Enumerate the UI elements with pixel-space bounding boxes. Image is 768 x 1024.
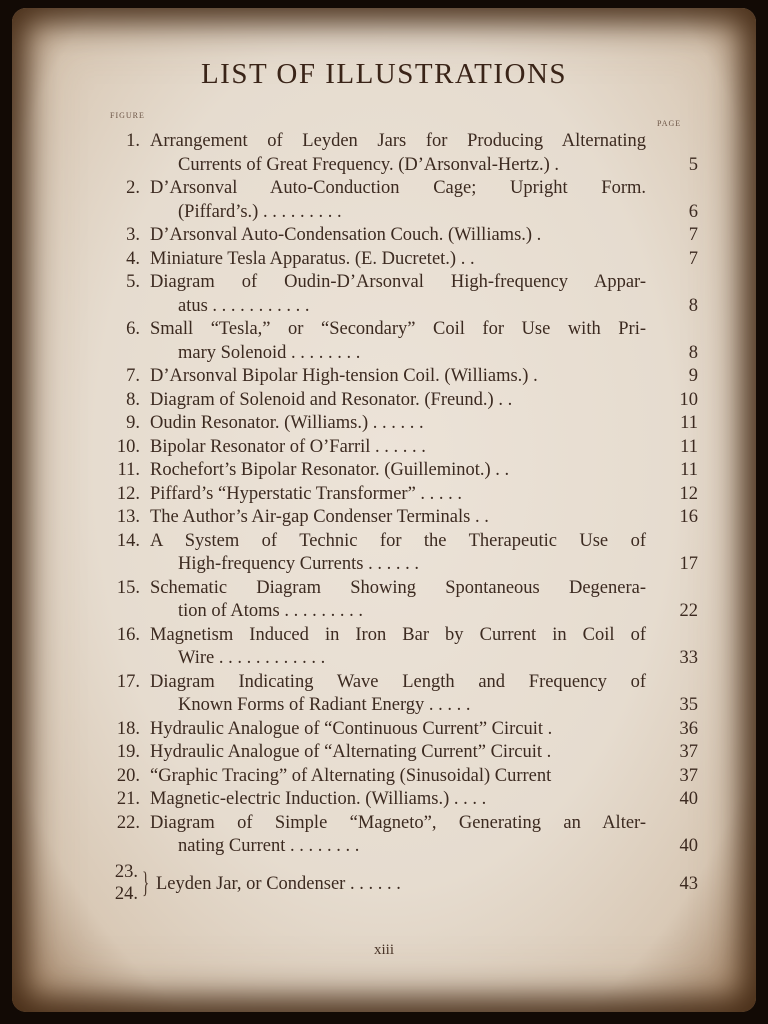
entry-line [98,318,698,342]
entry-title: Piffard’s “Hyperstatic Transformer” . . . . . [150,483,463,504]
page-number: 22 [679,601,698,621]
list-item [98,812,698,859]
entry-title: Hydraulic Analogue of “Continuous Current” Circuit . [150,718,553,739]
figure-number: 13. [116,507,140,527]
entry-title: atus . . . . . . . . . . . [178,295,310,316]
entry-line [98,224,698,248]
entry-line [98,271,698,295]
page-number: 17 [679,554,698,574]
page-number: 9 [688,366,698,386]
list-item [98,177,698,224]
page-number: 16 [679,507,698,527]
entry-line [98,718,698,742]
entry-line [98,412,698,436]
entry-title: tion of Atoms . . . . . . . . . [178,601,364,621]
list-item [98,365,698,389]
list-item [98,389,698,413]
list-item [98,436,698,460]
page-number: 36 [679,718,698,739]
entry-title: Diagram Indicating Wave Length and Frequency of [150,671,646,692]
page-number: 12 [679,483,698,504]
figure-number: 5. [126,272,140,292]
list-item [98,483,698,507]
entry-line [98,295,698,319]
entry-line [98,835,698,859]
list-item [98,671,698,718]
page-number: 40 [679,836,698,856]
entry-line [98,553,698,577]
figure-number: 21. [116,789,140,809]
entry-line [98,459,698,483]
entry-line [98,201,698,225]
figure-number: 1. [126,131,140,151]
entry-title: Rochefort’s Bipolar Resonator. (Guilleminot.) . . [150,460,510,480]
entry-title: Miniature Tesla Apparatus. (E. Ducretet.) . . [150,248,475,269]
entry-title: Leyden Jar, or Condenser . . . . . . [156,873,401,894]
figure-number: 15. [116,577,140,598]
entry-line [98,600,698,624]
entry-title: High-frequency Currents . . . . . . [178,554,419,574]
figure-number: 6. [126,319,140,339]
figure-number: 19. [116,742,140,762]
entry-title: Arrangement of Leyden Jars for Producing Alternating [150,131,646,151]
figure-number: 11. [117,460,140,480]
page-number: 6 [688,201,698,222]
entry-line [98,624,698,648]
entry-title: (Piffard’s.) . . . . . . . . . [178,201,342,222]
entry-line [98,154,698,178]
page-number: 37 [679,765,698,786]
book-page [12,8,756,1012]
entry-title: D’Arsonval Auto-Conduction Cage; Upright Form. [150,178,646,198]
entry-title: Known Forms of Radiant Energy . . . . . [178,695,471,715]
figure-number: 10. [116,436,140,457]
list-item [98,130,698,177]
list-item [98,224,698,248]
page-folio: xiii [373,942,394,958]
entry-title: Diagram of Solenoid and Resonator. (Freund.) . . [150,389,513,410]
figure-number: 3. [126,225,140,245]
figure-number: 12. [116,483,140,504]
page-column-label: PAGE [657,119,682,128]
figure-number: 16. [116,624,140,645]
entry-title: Wire . . . . . . . . . . . . [178,648,326,668]
list-item-grouped [98,861,698,908]
page-number: 40 [679,789,698,809]
page-number: 11 [680,436,698,457]
page-title: LIST OF ILLUSTRATIONS [200,58,568,90]
list-item [98,718,698,742]
entry-title: Small “Tesla,” or “Secondary” Coil for Use with Pri- [150,319,646,339]
figure-number: 7. [126,366,140,386]
entry-title: Diagram of Oudin-D’Arsonval High-frequency Appar- [150,272,646,292]
figure-number: 9. [126,413,140,433]
entry-line [98,506,698,530]
entry-title: Magnetic-electric Induction. (Williams.) . . . . [150,789,487,809]
page-number: 35 [679,695,698,715]
list-item [98,412,698,436]
figure-number: 18. [116,718,140,739]
entry-title: A System of Technic for the Therapeutic Use of [150,530,646,551]
page-number: 10 [679,389,698,410]
figure-number: 20. [116,765,140,786]
entry-title: Diagram of Simple “Magneto”, Generating an Alter- [150,812,646,833]
entry-line [98,788,698,812]
page-number: 37 [679,742,698,762]
entry-title: D’Arsonval Bipolar High-tension Coil. (Williams.) . [150,366,538,386]
page-number: 11 [680,460,698,480]
entry-line [98,741,698,765]
list-item [98,741,698,765]
list-item [98,271,698,318]
figure-number: 4. [126,248,140,269]
entry-line [98,130,698,154]
page-number: 5 [688,154,698,175]
entry-line [98,177,698,201]
entry-title: Magnetism Induced in Iron Bar by Current in Coil of [150,624,646,645]
entry-title: Schematic Diagram Showing Spontaneous Degenera- [150,577,646,598]
entry-title: Hydraulic Analogue of “Alternating Current” Circuit . [150,742,552,762]
entry-line [98,671,698,695]
figure-number: 8. [126,389,140,410]
page-number: 7 [688,225,698,245]
entry-title: Bipolar Resonator of O’Farril . . . . . . [150,436,426,457]
entry-line [98,812,698,836]
page-number: 43 [679,873,698,894]
figure-column-label: FIGURE [110,111,145,120]
list-item [98,530,698,577]
list-item [98,506,698,530]
figure-number: 24. [114,883,138,904]
illustrations-list [98,130,698,908]
entry-line [98,577,698,601]
page-number: 33 [679,648,698,668]
figure-number: 14. [116,530,140,551]
entry-line [98,765,698,789]
figure-number: 17. [116,671,140,692]
list-item [98,318,698,365]
entry-title: Currents of Great Frequency. (D’Arsonval-Hertz.) . [178,154,559,175]
entry-title: mary Solenoid . . . . . . . . [178,342,361,363]
list-item [98,577,698,624]
list-item [98,459,698,483]
entry-title: nating Current . . . . . . . . [178,836,360,856]
entry-line [98,483,698,507]
list-item [98,624,698,671]
entry-title: Oudin Resonator. (Williams.) . . . . . . [150,413,424,433]
page-number: 8 [688,342,698,363]
entry-title: The Author’s Air-gap Condenser Terminals . . [150,507,489,527]
entry-line [98,530,698,554]
brace-icon: } [142,865,150,899]
entry-line [98,694,698,718]
list-item [98,248,698,272]
entry-title: “Graphic Tracing” of Alternating (Sinusoidal) Current [150,765,552,786]
entry-line [98,248,698,272]
entry-title: D’Arsonval Auto-Condensation Couch. (Williams.) . [150,225,542,245]
entry-line [98,389,698,413]
list-item [98,765,698,789]
page-number: 11 [680,413,698,433]
figure-number: 22. [116,812,140,833]
entry-line [98,436,698,460]
entry-line [98,365,698,389]
page-number: 8 [688,295,698,316]
entry-line [98,647,698,671]
page-number: 7 [688,248,698,269]
entry-line [98,342,698,366]
list-item [98,788,698,812]
figure-number: 2. [126,178,140,198]
figure-number: 23. [114,861,138,882]
